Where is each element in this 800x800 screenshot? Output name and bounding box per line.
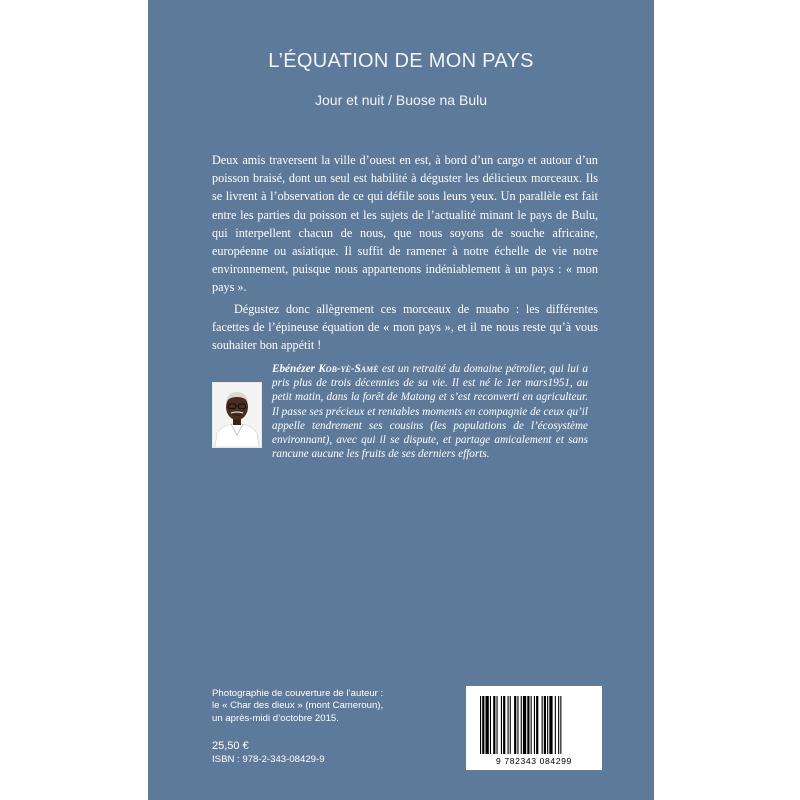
barcode-bar [521, 696, 522, 754]
barcode-bar [549, 696, 552, 754]
barcode-bar [510, 696, 511, 754]
barcode-bar [493, 696, 495, 754]
credits-line-1: Photographie de couverture de l’auteur : [212, 688, 384, 699]
barcode-bar [527, 696, 529, 754]
barcode-bar [490, 696, 491, 754]
blurb-paragraph-1: Deux amis traversent la ville d’ouest en est, à bord d’un cargo et autour d’un poisson braisé, dont un seul est habilité à déguster les délicieux morceaux. Ils se livrent à l’observation de ce qui défile sous leurs yeux. Un parallèle est fait entre les parties du poisson et les sujets de l’actualité minant le pays de Bulu, qui interpellent chacun de nous, que nous soyons de souche africaine, européenne ou asiatique. Il suffit de ramener à notre échelle de vie notre environnement, puisque nous appartenons indéniablement à un pays : « mon pays ». [212, 153, 598, 295]
price: 25,50 € [212, 740, 249, 752]
barcode-bar [523, 696, 526, 754]
barcode-number: 9 782343 084299 [496, 756, 572, 766]
barcode-bar [560, 696, 561, 754]
isbn: ISBN : 978-2-343-08429-9 [212, 754, 325, 765]
barcode-bar [531, 696, 532, 754]
barcode-bar [503, 696, 505, 754]
author-photo [212, 382, 262, 448]
book-title: L’ÉQUATION DE MON PAYS [268, 50, 534, 72]
barcode-bar [558, 696, 559, 754]
book-subtitle: Jour et nuit / Buose na Bulu [315, 92, 487, 108]
barcode-bar [501, 696, 502, 754]
barcode-bar [547, 696, 548, 754]
author-last-name: Kob-yè-Samè [318, 363, 379, 375]
author-bio-text: est un retraité du domaine pétrolier, qui lui a pris plus de trois décennies de sa vie. Il est né le 1er mars1951, au petit matin, dans la forêt de Matong et s’est reconverti en agriculteur. Il passe ses précieux et rentables moments en compagnie de ceux qu’il appelle tendrement ses cousins (les populations de l’écosystème environnant), avec qui il se dispute, et partage amicalement et sans rancune aucune les fruits de ses derniers efforts. [272, 363, 588, 461]
barcode-bars [476, 696, 592, 756]
barcode-bar [517, 696, 518, 754]
author-bio [212, 362, 588, 461]
back-cover [148, 0, 654, 800]
barcode [466, 686, 602, 770]
credits-line-2: le « Char des dieux » (mont Cameroun), [212, 700, 384, 712]
barcode-bar [497, 696, 498, 754]
blurb-paragraph-2: Dégustez donc allègrement ces morceaux de muabo : les différentes facettes de l’épineuse équation de « mon pays », et il ne nous reste qu’à vous souhaiter bon appétit ! [212, 301, 598, 353]
barcode-bar [555, 696, 556, 754]
barcode-bar [536, 696, 538, 754]
author-first-name: Ebénézer [272, 363, 315, 375]
barcode-bar [480, 696, 481, 754]
blurb [212, 151, 598, 354]
barcode-bar [542, 696, 543, 754]
photo-credits [212, 688, 432, 725]
barcode-bar [486, 696, 489, 754]
credits-line-3: un après-midi d’octobre 2015. [212, 712, 339, 724]
barcode-bar [482, 696, 484, 754]
barcode-bar [514, 696, 516, 754]
barcode-bar [508, 696, 509, 754]
barcode-bar [544, 696, 546, 754]
barcode-bar [534, 696, 535, 754]
